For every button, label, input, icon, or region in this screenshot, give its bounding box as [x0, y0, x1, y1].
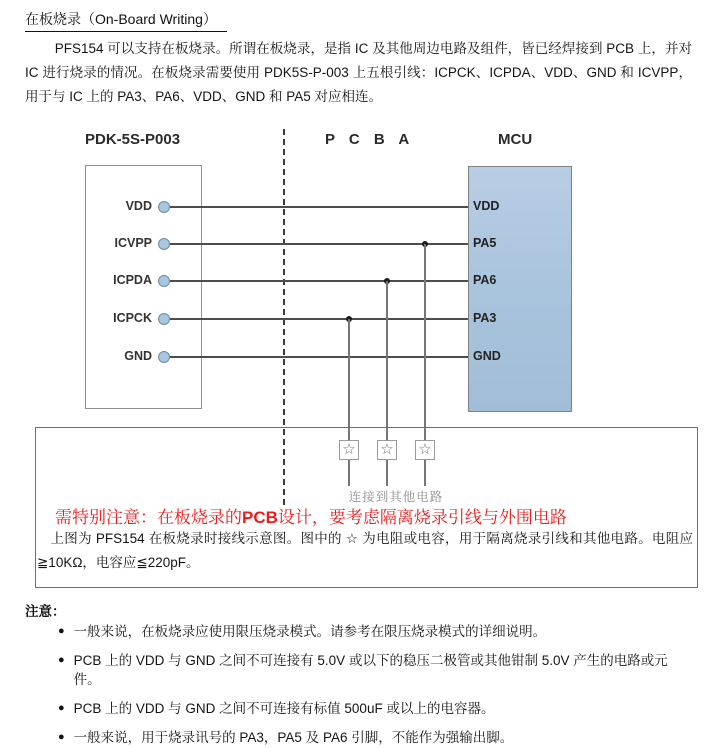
- notes-heading: 注意：: [25, 604, 66, 619]
- connector-circle-icpck: [158, 313, 170, 325]
- other-circuits-caption: 连接到其他电路: [348, 490, 444, 504]
- isolation-component-star-1: ☆: [339, 440, 359, 460]
- connector-circle-icpda: [158, 275, 170, 287]
- list-item: [58, 651, 692, 689]
- list-item: [58, 728, 692, 747]
- bullet-icon: ●: [58, 654, 65, 666]
- attention-heading-part2: 设计，要考虑隔离烧录引线与外围电路: [277, 508, 567, 527]
- attention-heading-part1: 需特别注意：在板烧录的: [55, 508, 242, 527]
- note-text: 一般来说，在板烧录应使用限压烧录模式。请参考在限压烧录模式的详细说明。: [73, 624, 547, 639]
- programmer-pin-icvpp: ICVPP: [114, 236, 152, 250]
- pcba-label: P C B A: [325, 131, 415, 148]
- connector-circle-icvpp: [158, 238, 170, 250]
- intro-paragraph: PFS154 可以支持在板烧录。所谓在板烧录，是指 IC 及其他周边电路及组件，皆已经焊接到 PCB 上，并对 IC 进行烧录的情况。在板烧录需要使用 PDK5S-P-003 上五根引线：ICPCK、ICPDA、VDD、GND 和 ICVPP，用于与 IC 上的 PA3、PA6、VDD、GND 和 PA5 对应相连。: [25, 41, 692, 104]
- list-item: [58, 699, 692, 718]
- attention-heading: [55, 503, 567, 528]
- connector-circle-vdd: [158, 201, 170, 213]
- programmer-pin-vdd: VDD: [125, 199, 152, 213]
- programmer-pin-icpck: ICPCK: [113, 311, 152, 325]
- isolation-component-star-3: ☆: [415, 440, 435, 460]
- attention-body: 上图为 PFS154 在板烧录时接线示意图。图中的 ☆ 为电阻或电容，用于隔离烧录引线和其他电路。电阻应≧10KΩ，电容应≦220pF。: [37, 531, 693, 570]
- page-title: 在板烧录（On-Board Writing）: [25, 9, 227, 32]
- bullet-icon: ●: [58, 702, 65, 714]
- programmer-label: PDK-5S-P003: [85, 131, 181, 148]
- mcu-pin-pa5: PA5: [473, 236, 497, 250]
- mcu-pin-vdd: VDD: [473, 199, 500, 213]
- note-text: 一般来说，用于烧录讯号的 PA3，PA5 及 PA6 引脚，不能作为强输出脚。: [73, 730, 514, 745]
- mcu-pin-pa6: PA6: [473, 273, 497, 287]
- note-text: PCB 上的 VDD 与 GND 之间不可连接有标值 500uF 或以上的电容器。: [73, 701, 495, 716]
- notes-list: [58, 622, 692, 748]
- connector-circle-gnd: [158, 351, 170, 363]
- note-text: PCB 上的 VDD 与 GND 之间不可连接有 5.0V 或以下的稳压二极管或其他钳制 5.0V 产生的电路或元件。: [73, 653, 668, 687]
- bullet-icon: ●: [58, 625, 65, 637]
- bullet-icon: ●: [58, 731, 65, 743]
- mcu-pin-gnd: GND: [473, 349, 501, 363]
- programmer-pin-icpda: ICPDA: [113, 273, 152, 287]
- attention-heading-pcb: PCB: [242, 508, 278, 527]
- mcu-label: MCU: [498, 131, 533, 148]
- isolation-component-star-2: ☆: [377, 440, 397, 460]
- list-item: [58, 622, 692, 641]
- wire-vdd: [170, 206, 468, 208]
- programmer-pin-gnd: GND: [124, 349, 152, 363]
- mcu-pin-pa3: PA3: [473, 311, 497, 325]
